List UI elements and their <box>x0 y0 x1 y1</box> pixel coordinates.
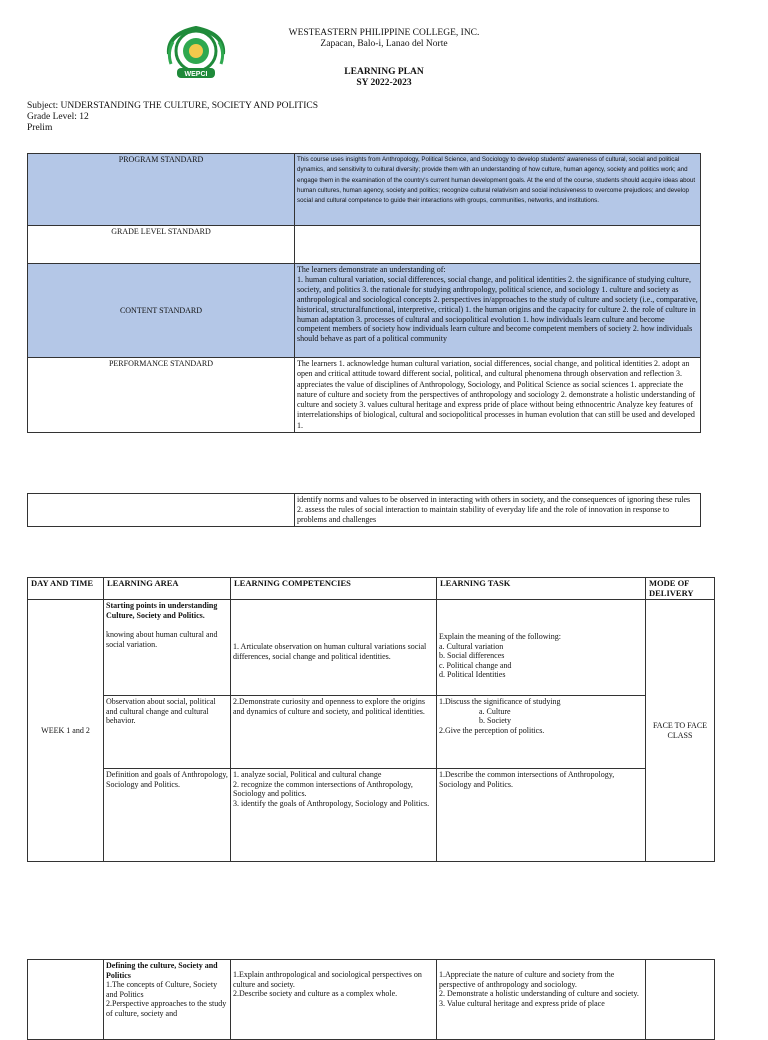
area-cell-2: Observation about social, political and cultural change and cultural behavior. <box>104 696 231 769</box>
area-p2-line-2: 2.Perspective approaches to the study of culture, society and <box>106 999 227 1018</box>
competency-3-line-3: 3. identify the goals of Anthropology, Sociology and Politics. <box>233 798 430 808</box>
program-standard-text: This course uses insights from Anthropology, Political Science, and Sociology to develop students' awareness of cultural, social and political dynamics, and sensitivity to cultural diversity; provide them with an understanding of how culture, human agency, society and politics work; and engage them in the examination of the country's current human development goals. At the end of the course, students should acquire ideas about human cultures, human agency, society and politics; recognize cultural relativism and social inclusiveness to overcome prejudices; and develop social and cultural competence to guide their interactions with groups, communities, networks, and institutions. <box>295 154 701 226</box>
college-name: WESTEASTERN PHILIPPINE COLLEGE, INC. <box>288 28 480 38</box>
header-mode-of-delivery: MODE OF DELIVERY <box>646 578 715 600</box>
task-2-line-1: 1.Discuss the significance of studying <box>439 697 561 706</box>
school-year: SY 2022-2023 <box>356 78 412 88</box>
task-2-line-2: 2.Give the perception of politics. <box>439 725 545 735</box>
task-2-item-b: b. Society <box>479 716 511 726</box>
learning-plan-table <box>27 577 715 862</box>
area-p2-line-1: 1.The concepts of Culture, Society and Politics <box>106 980 218 999</box>
college-address: Zapacan, Balo-i, Lanao del Norte <box>320 39 448 49</box>
continuation-text: identify norms and values to be observed in interacting with others in society, and the consequences of ignoring these rules 2. assess the rules of social interaction to maintain stability of everyday life and the role of innovation in response to problems and challenges <box>295 494 701 527</box>
task-cell-2 <box>437 696 646 769</box>
grade-level-standard-text <box>295 226 701 264</box>
competency-3-line-2: 2. recognize the common intersections of Anthropology, Sociology and politics. <box>233 779 413 799</box>
task-p2-line-3: 3. Value cultural heritage and express pride of place <box>439 998 605 1008</box>
program-standard-label: PROGRAM STANDARD <box>28 154 295 226</box>
mode-cell-2 <box>646 960 715 1040</box>
task-intro-1: Explain the meaning of the following: <box>439 632 561 641</box>
content-standard-text <box>295 264 701 358</box>
continuation-table <box>27 493 701 527</box>
header-learning-area: LEARNING AREA <box>104 578 231 600</box>
document-title: LEARNING PLAN <box>344 67 424 77</box>
grade-level-standard-label: GRADE LEVEL STANDARD <box>28 226 295 264</box>
competency-p2-line-2: 2.Describe society and culture as a complex whole. <box>233 989 398 999</box>
task-item: c. Political change and <box>439 660 512 670</box>
task-cell-p2 <box>437 960 646 1040</box>
competency-3-line-1: 1. analyze social, Political and cultural change <box>233 770 382 779</box>
learning-plan-table-2 <box>27 959 715 1040</box>
competency-cell-3 <box>231 769 437 862</box>
competency-p2-line-1: 1.Explain anthropological and sociological perspectives on culture and society. <box>233 970 422 989</box>
competency-cell-2: 2.Demonstrate curiosity and openness to explore the origins and dynamics of culture and society, and political identities. <box>231 696 437 769</box>
area-cell-p2 <box>104 960 231 1040</box>
task-item: b. Social differences <box>439 651 505 661</box>
task-cell-1 <box>437 600 646 696</box>
content-standard-intro: The learners demonstrate an understanding of: <box>297 265 446 274</box>
header-day-time: DAY AND TIME <box>28 578 104 600</box>
task-item: a. Cultural variation <box>439 641 504 651</box>
competency-cell-p2 <box>231 960 437 1040</box>
area-title-p2: Defining the culture, Society and Politics <box>106 961 218 980</box>
grade-level: Grade Level: 12 <box>27 112 89 122</box>
area-text-1: knowing about human cultural and social variation. <box>106 630 218 649</box>
header-learning-competencies: LEARNING COMPETENCIES <box>231 578 437 600</box>
subject-line: Subject: UNDERSTANDING THE CULTURE, SOCIETY AND POLITICS <box>27 101 319 111</box>
content-standard-label: CONTENT STANDARD <box>28 264 295 358</box>
performance-standard-text: The learners 1. acknowledge human cultural variation, social differences, social change, and political identities 2. adopt an open and critical attitude toward different social, political, and cultural phenomena through observation and reflection 3. appreciates the value of disciplines of Anthropology, Sociology, and Political Science as social sciences 1. appreciate the nature of culture and society from the perspectives of anthropology and sociology 2. demonstrate a holistic understanding of culture and society 3. values cultural heritage and express pride of place without being ethnocentric Analyze key features of interrelationships of biological, cultural and sociopolitical processes in human evolution that can still be used and developed 1. <box>295 358 701 433</box>
area-cell-1 <box>104 600 231 696</box>
header-learning-task: LEARNING TASK <box>437 578 646 600</box>
performance-standard-label: PERFORMANCE STANDARD <box>28 358 295 433</box>
task-cell-3: 1.Describe the common intersections of Anthropology, Sociology and Politics. <box>437 769 646 862</box>
area-title-1: Starting points in understanding Culture, Society and Politics. <box>106 601 218 620</box>
mode-cell: FACE TO FACE CLASS <box>646 600 715 862</box>
area-cell-3: Definition and goals of Anthropology, Sociology and Politics. <box>104 769 231 862</box>
task-p2-line-1: 1.Appreciate the nature of culture and society from the perspective of anthropology and sociology. <box>439 970 615 989</box>
svg-text:WEPCI: WEPCI <box>184 71 208 78</box>
content-standard-body: 1. human cultural variation, social differences, social change, and political identities 2. the significance of studying culture, society, and politics 3. the rationale for studying anthropology, political science, and sociology 1. culture and society as anthropological and sociological concepts 2. perspectives in/approaches to the study of culture and society (i.e., comparative, historical, structuralfunctional, interpretive, critical) 1. the human origins and the capacity for culture 2. the role of culture in human adaptation 3. processes of cultural and sociopolitical evolution 1. how individuals learn culture and become competent members of society how individuals learn culture and become competent members of society 2. how individuals should behave as part of a political community <box>297 274 698 344</box>
week-cell: WEEK 1 and 2 <box>28 600 104 862</box>
competency-cell-1: 1. Articulate observation on human cultural variations social differences, social change and political identities. <box>231 600 437 696</box>
college-logo <box>163 24 229 84</box>
standards-table <box>27 153 701 433</box>
task-2-item-a: a. Culture <box>479 706 511 716</box>
task-item: d. Political Identities <box>439 670 506 680</box>
term: Prelim <box>27 123 53 133</box>
task-p2-line-2: 2. Demonstrate a holistic understanding of culture and society. <box>439 989 639 999</box>
continuation-empty-cell <box>28 494 295 527</box>
week-cell-2 <box>28 960 104 1040</box>
